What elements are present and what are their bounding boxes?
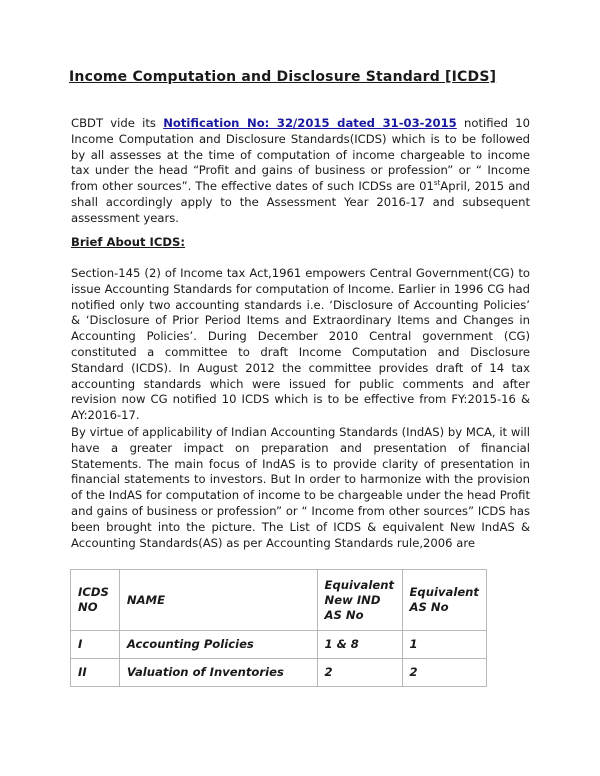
document-title: Income Computation and Disclosure Standard [ICDS]: [69, 69, 497, 85]
indas-paragraph: By virtue of applicability of Indian Accounting Standards (IndAS) by MCA, it will have a greater impact on preparation and presentation of financial Statements. The main focus of IndAS is to provide clarity of presentation in financial statements to investors. But In order to harmonize with the provision of the IndAS for computation of income to be chargeable under the head Profit and gains of business or profession” or “ Income from other sources” ICDS has been brought into the picture. The List of ICDS & equivalent New IndAS & Accounting Standards(AS) as per Accounting Standards rule,2006 are: [71, 425, 530, 550]
intro-paragraph: [71, 116, 530, 227]
header-equivalent-indas: Equivalent New IND AS No: [317, 570, 402, 631]
table-header-row: [71, 570, 487, 631]
brief-paragraph: Section-145 (2) of Income tax Act,1961 empowers Central Government(CG) to issue Accounting Standards for computation of Income. Earlier in 1996 CG had notified only two accounting standards i.e. ‘Disclosure of Accounting Policies’ & ‘Disclosure of Prior Period Items and Extraordinary Items and Changes in Accounting Policies’. During December 2010 Central government (CG) constituted a committee to draft Income Computation and Disclosure Standard (ICDS). In August 2012 the committee provides draft of 14 tax accounting standards which were issued for public comments and after revision now CG notified 10 ICDS which is to be effective from FY:2015-16 & AY:2016-17.: [71, 266, 530, 423]
intro-body-end: April, 2015 and shall accordingly apply to the Assessment Year 2016-17 and subsequent assessment years.: [71, 179, 531, 225]
cell-name: Valuation of Inventories: [119, 659, 317, 687]
cell-indas: 2: [317, 659, 402, 687]
header-equivalent-as: Equivalent AS No: [402, 570, 486, 631]
cell-name: Accounting Policies: [119, 631, 317, 659]
intro-lead: CBDT vide its: [71, 116, 164, 130]
table-row: [71, 631, 487, 659]
icds-table: [70, 569, 487, 687]
notification-link[interactable]: Notification No: 32/2015 dated 31-03-2015: [163, 116, 457, 130]
cell-indas: 1 & 8: [317, 631, 402, 659]
cell-icds-no: II: [71, 659, 120, 687]
cell-as: 1: [402, 631, 486, 659]
brief-heading: Brief About ICDS:: [71, 235, 185, 249]
header-name: NAME: [119, 570, 317, 631]
cell-as: 2: [402, 659, 486, 687]
intro-body: notified 10 Income Computation and Disclosure Standards(ICDS) which is to be followed by all assesses at the time of computation of income chargeable to income tax under the head “Profit and gains of business or profession” or “ Income from other sources”. The effective dates of such ICDSs are 01: [71, 116, 531, 194]
cell-icds-no: I: [71, 631, 120, 659]
header-icds-no: ICDS NO: [71, 570, 120, 631]
ordinal-superscript: st: [433, 179, 441, 188]
table-row: [71, 659, 487, 687]
